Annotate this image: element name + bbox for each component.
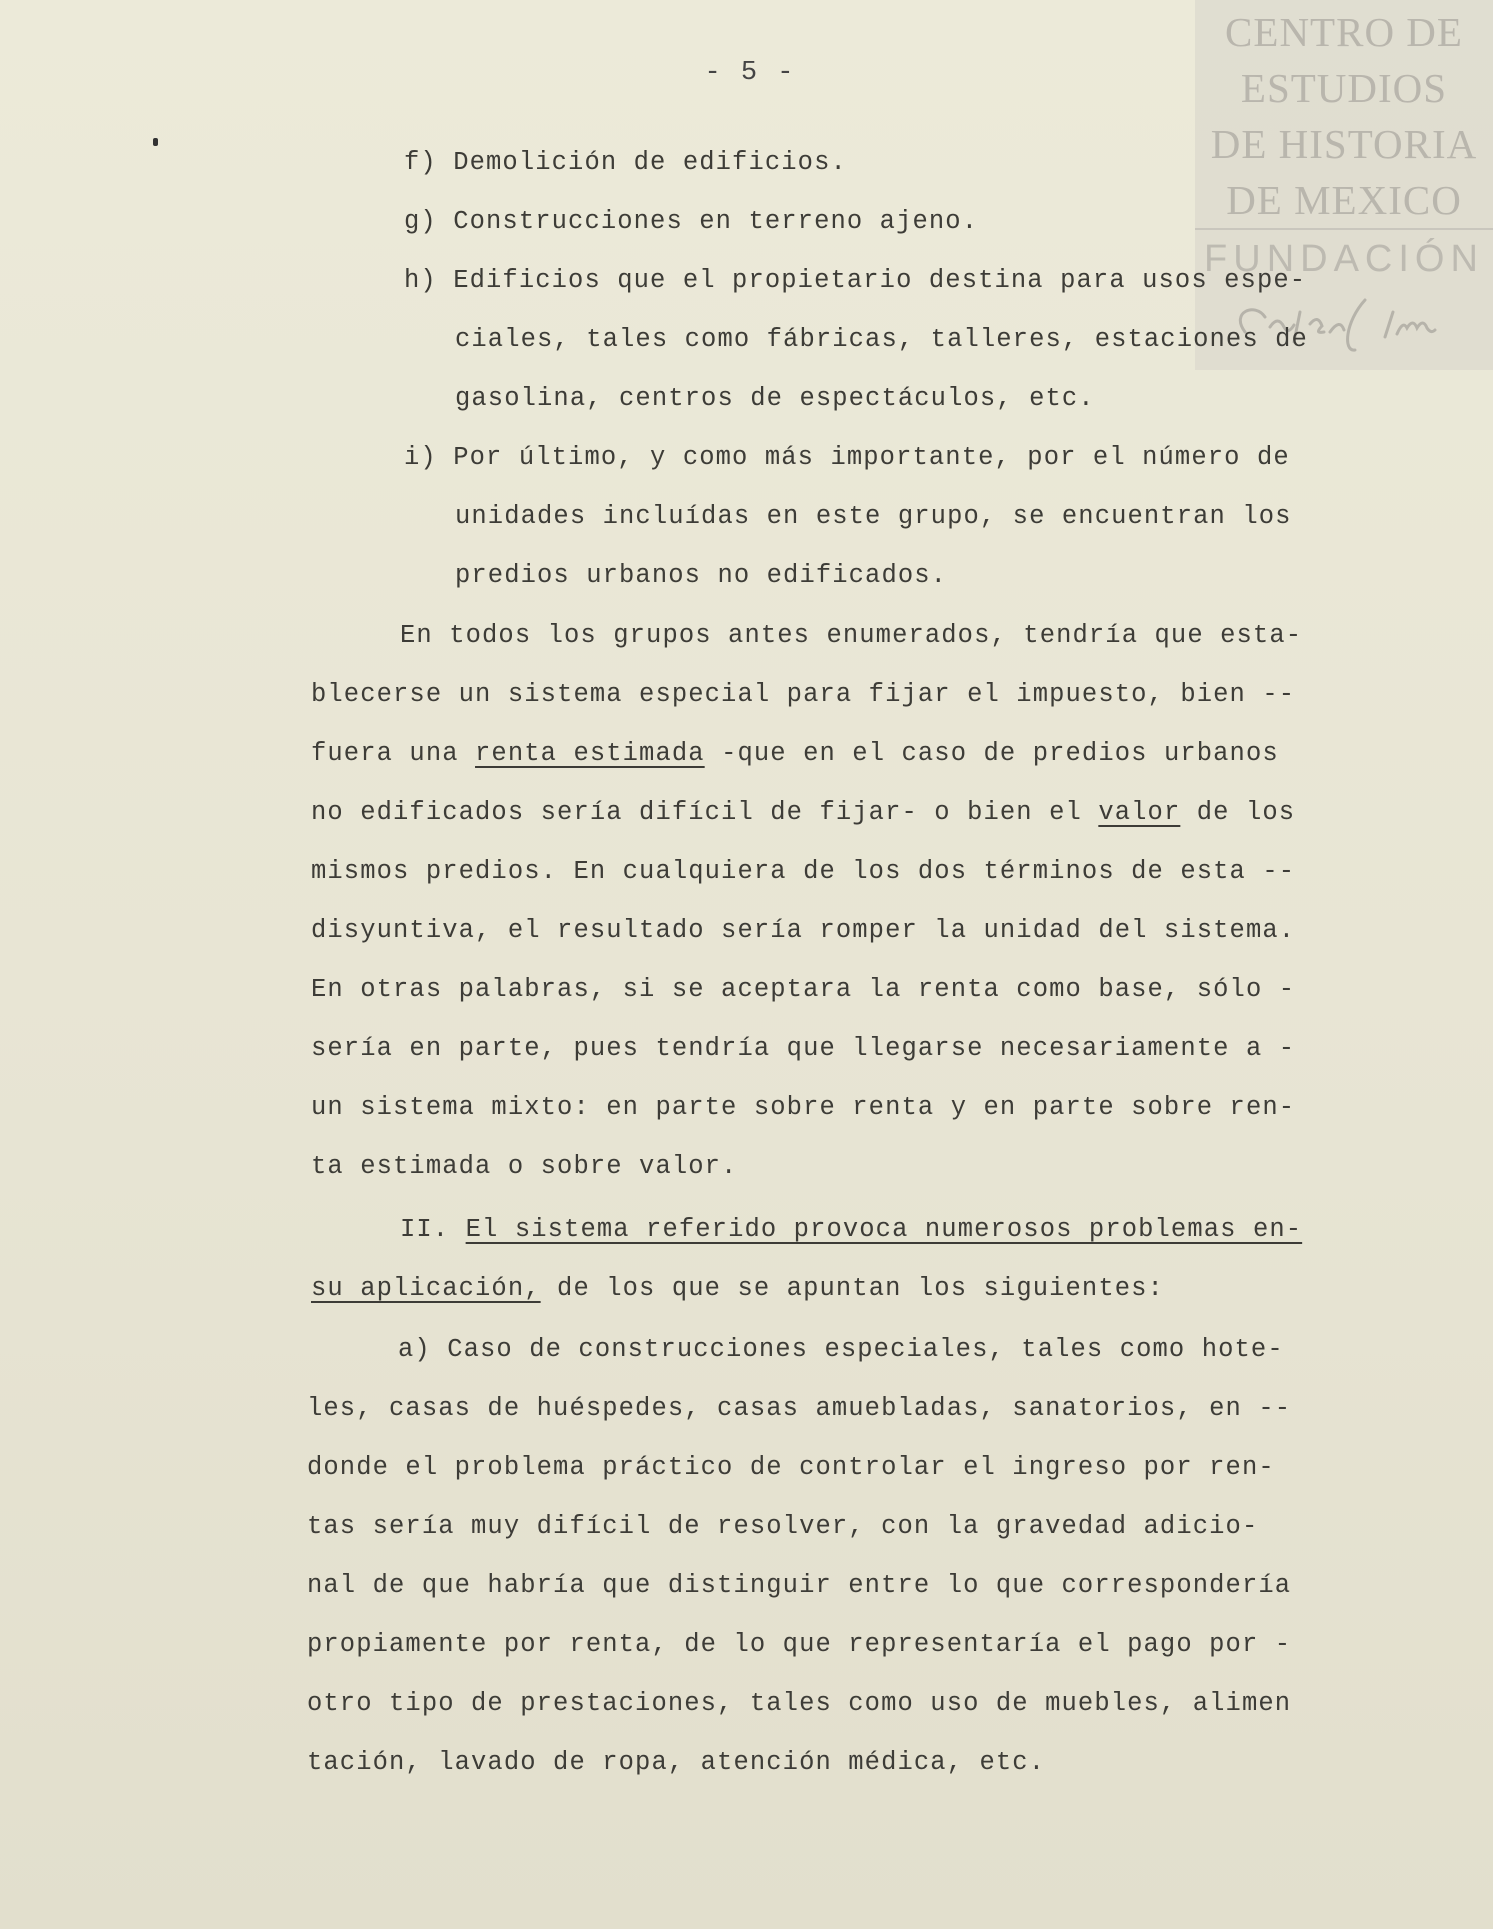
list-item-i-cont: predios urbanos no edificados. — [455, 561, 948, 590]
paragraph-line: tación, lavado de ropa, atención médica, etc. — [307, 1748, 1046, 1777]
paragraph-line: otro tipo de prestaciones, tales como uso de muebles, alimen — [307, 1689, 1292, 1718]
paragraph-line: En todos los grupos antes enumerados, tendría que esta- — [400, 621, 1303, 650]
text-run: de los — [1180, 798, 1296, 827]
page-number: - 5 - — [704, 58, 796, 88]
list-item-i-cont: unidades incluídas en este grupo, se encuentran los — [455, 502, 1292, 531]
paragraph-line: donde el problema práctico de controlar el ingreso por ren- — [307, 1453, 1275, 1482]
paragraph-line — [311, 724, 1279, 783]
list-item-f — [404, 133, 847, 192]
list-text: Construcciones en terreno ajeno. — [453, 207, 979, 236]
watermark-foundation: FUNDACIÓN — [1204, 238, 1484, 280]
ink-speck — [153, 138, 158, 146]
paragraph-line: blecerse un sistema especial para fijar el impuesto, bien -- — [311, 680, 1296, 709]
watermark-line: CENTRO DE — [1225, 9, 1463, 55]
list-item-g — [404, 192, 978, 251]
section-title: El sistema referido provoca numerosos problemas en- — [465, 1215, 1303, 1244]
list-label: g) — [404, 207, 437, 236]
list-text: Edificios que el propietario destina para usos espe- — [453, 266, 1307, 295]
paragraph-line: un sistema mixto: en parte sobre renta y en parte sobre ren- — [311, 1093, 1296, 1122]
paragraph-line — [311, 783, 1295, 842]
underlined-term: renta estimada — [475, 739, 705, 768]
section-heading — [400, 1200, 1302, 1259]
section-heading-cont — [311, 1259, 1164, 1318]
paragraph-line: sería en parte, pues tendría que llegarse necesariamente a - — [311, 1034, 1296, 1063]
watermark-line: DE HISTORIA — [1210, 121, 1478, 167]
text-run: -que en el caso de predios urbanos — [704, 739, 1279, 768]
paragraph-line: mismos predios. En cualquiera de los dos términos de esta -- — [311, 857, 1296, 886]
text-run: no edificados sería difícil de fijar- o bien el — [311, 798, 1099, 827]
list-text: Demolición de edificios. — [453, 148, 847, 177]
paragraph-line: tas sería muy difícil de resolver, con la gravedad adicio- — [307, 1512, 1259, 1541]
paragraph-line: En otras palabras, si se aceptara la renta como base, sólo - — [311, 975, 1296, 1004]
paragraph-line: les, casas de huéspedes, casas amuebladas, sanatorios, en -- — [307, 1394, 1292, 1423]
section-number: II. — [400, 1215, 450, 1244]
list-label: i) — [404, 443, 437, 472]
list-item-h — [404, 251, 1306, 310]
paragraph-line: a) Caso de construcciones especiales, tales como hote- — [398, 1335, 1284, 1364]
list-item-h-cont: ciales, tales como fábricas, talleres, estaciones de — [455, 325, 1308, 354]
paragraph-line: disyuntiva, el resultado sería romper la unidad del sistema. — [311, 916, 1296, 945]
paragraph-line: ta estimada o sobre valor. — [311, 1152, 738, 1181]
list-text: Por último, y como más importante, por el número de — [453, 443, 1290, 472]
watermark-line: DE MEXICO — [1226, 177, 1462, 223]
watermark-divider — [1195, 228, 1493, 230]
text-run: de los que se apuntan los siguientes: — [540, 1274, 1164, 1303]
list-label: f) — [404, 148, 437, 177]
list-item-i — [404, 428, 1290, 487]
section-title: su aplicación, — [311, 1274, 541, 1303]
paragraph-line: nal de que habría que distinguir entre lo que correspondería — [307, 1571, 1292, 1600]
text-run: fuera una — [311, 739, 476, 768]
watermark-line: ESTUDIOS — [1240, 65, 1448, 111]
list-label: h) — [404, 266, 437, 295]
paragraph-line: propiamente por renta, de lo que representaría el pago por - — [307, 1630, 1292, 1659]
underlined-term: valor — [1098, 798, 1181, 827]
list-item-h-cont: gasolina, centros de espectáculos, etc. — [455, 384, 1095, 413]
